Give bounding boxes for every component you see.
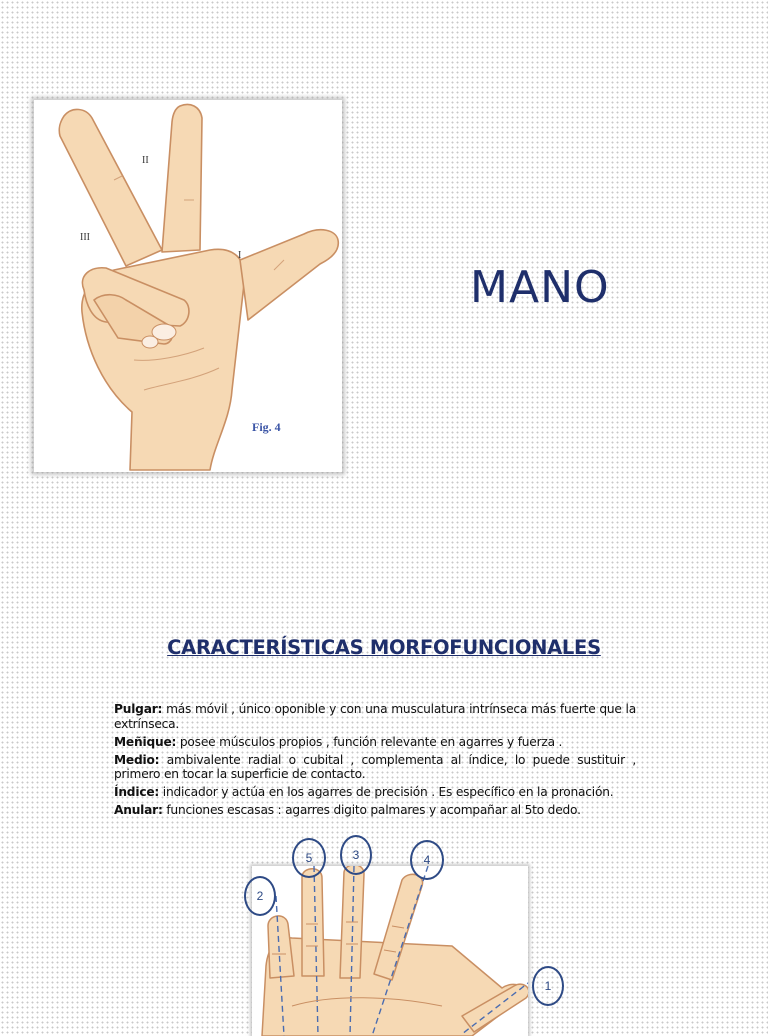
finger-descriptions	[114, 702, 636, 821]
term-thumb: Pulgar:	[114, 702, 163, 716]
term-middle: Medio:	[114, 752, 160, 767]
finger-marker-1: 1	[532, 966, 564, 1006]
text-thumb: más móvil , único oponible y con una musculatura intrínseca más fuerte que la extrínseca.	[114, 702, 636, 731]
finger-label-iii: III	[80, 232, 90, 243]
description-thumb	[114, 702, 636, 731]
finger-marker-2: 2	[244, 876, 276, 916]
text-middle: ambivalente radial o cubital , complementa al índice, lo puede sustituir , primero en tocar la superficie de contacto.	[114, 752, 636, 781]
term-ring: Anular:	[114, 803, 163, 817]
hand-figure-4	[34, 100, 342, 472]
description-pinky	[114, 735, 636, 750]
description-index	[114, 785, 636, 800]
description-ring	[114, 803, 636, 818]
text-pinky: posee músculos propios , función relevante en agarres y fuerza .	[176, 734, 563, 749]
hand-illustration	[34, 100, 342, 472]
description-middle	[114, 753, 636, 782]
text-ring: funciones escasas : agarres digito palmares y acompañar al 5to dedo.	[162, 803, 581, 817]
finger-label-ii: II	[142, 155, 149, 166]
finger-label-i: I	[238, 250, 242, 261]
term-pinky: Meñique:	[114, 734, 177, 749]
page-title: MANO	[470, 262, 610, 313]
term-index: Índice:	[114, 785, 160, 799]
open-hand-illustration	[252, 866, 528, 1036]
section-title: CARACTERÍSTICAS MORFOFUNCIONALES	[167, 636, 601, 659]
open-hand-figure	[252, 866, 528, 1036]
finger-marker-3: 3	[340, 835, 372, 875]
finger-marker-4: 4	[410, 840, 444, 880]
finger-marker-5: 5	[292, 838, 326, 878]
figure-caption: Fig. 4	[252, 420, 281, 434]
text-index: indicador y actúa en los agarres de precisión . Es específico en la pronación.	[159, 785, 614, 799]
